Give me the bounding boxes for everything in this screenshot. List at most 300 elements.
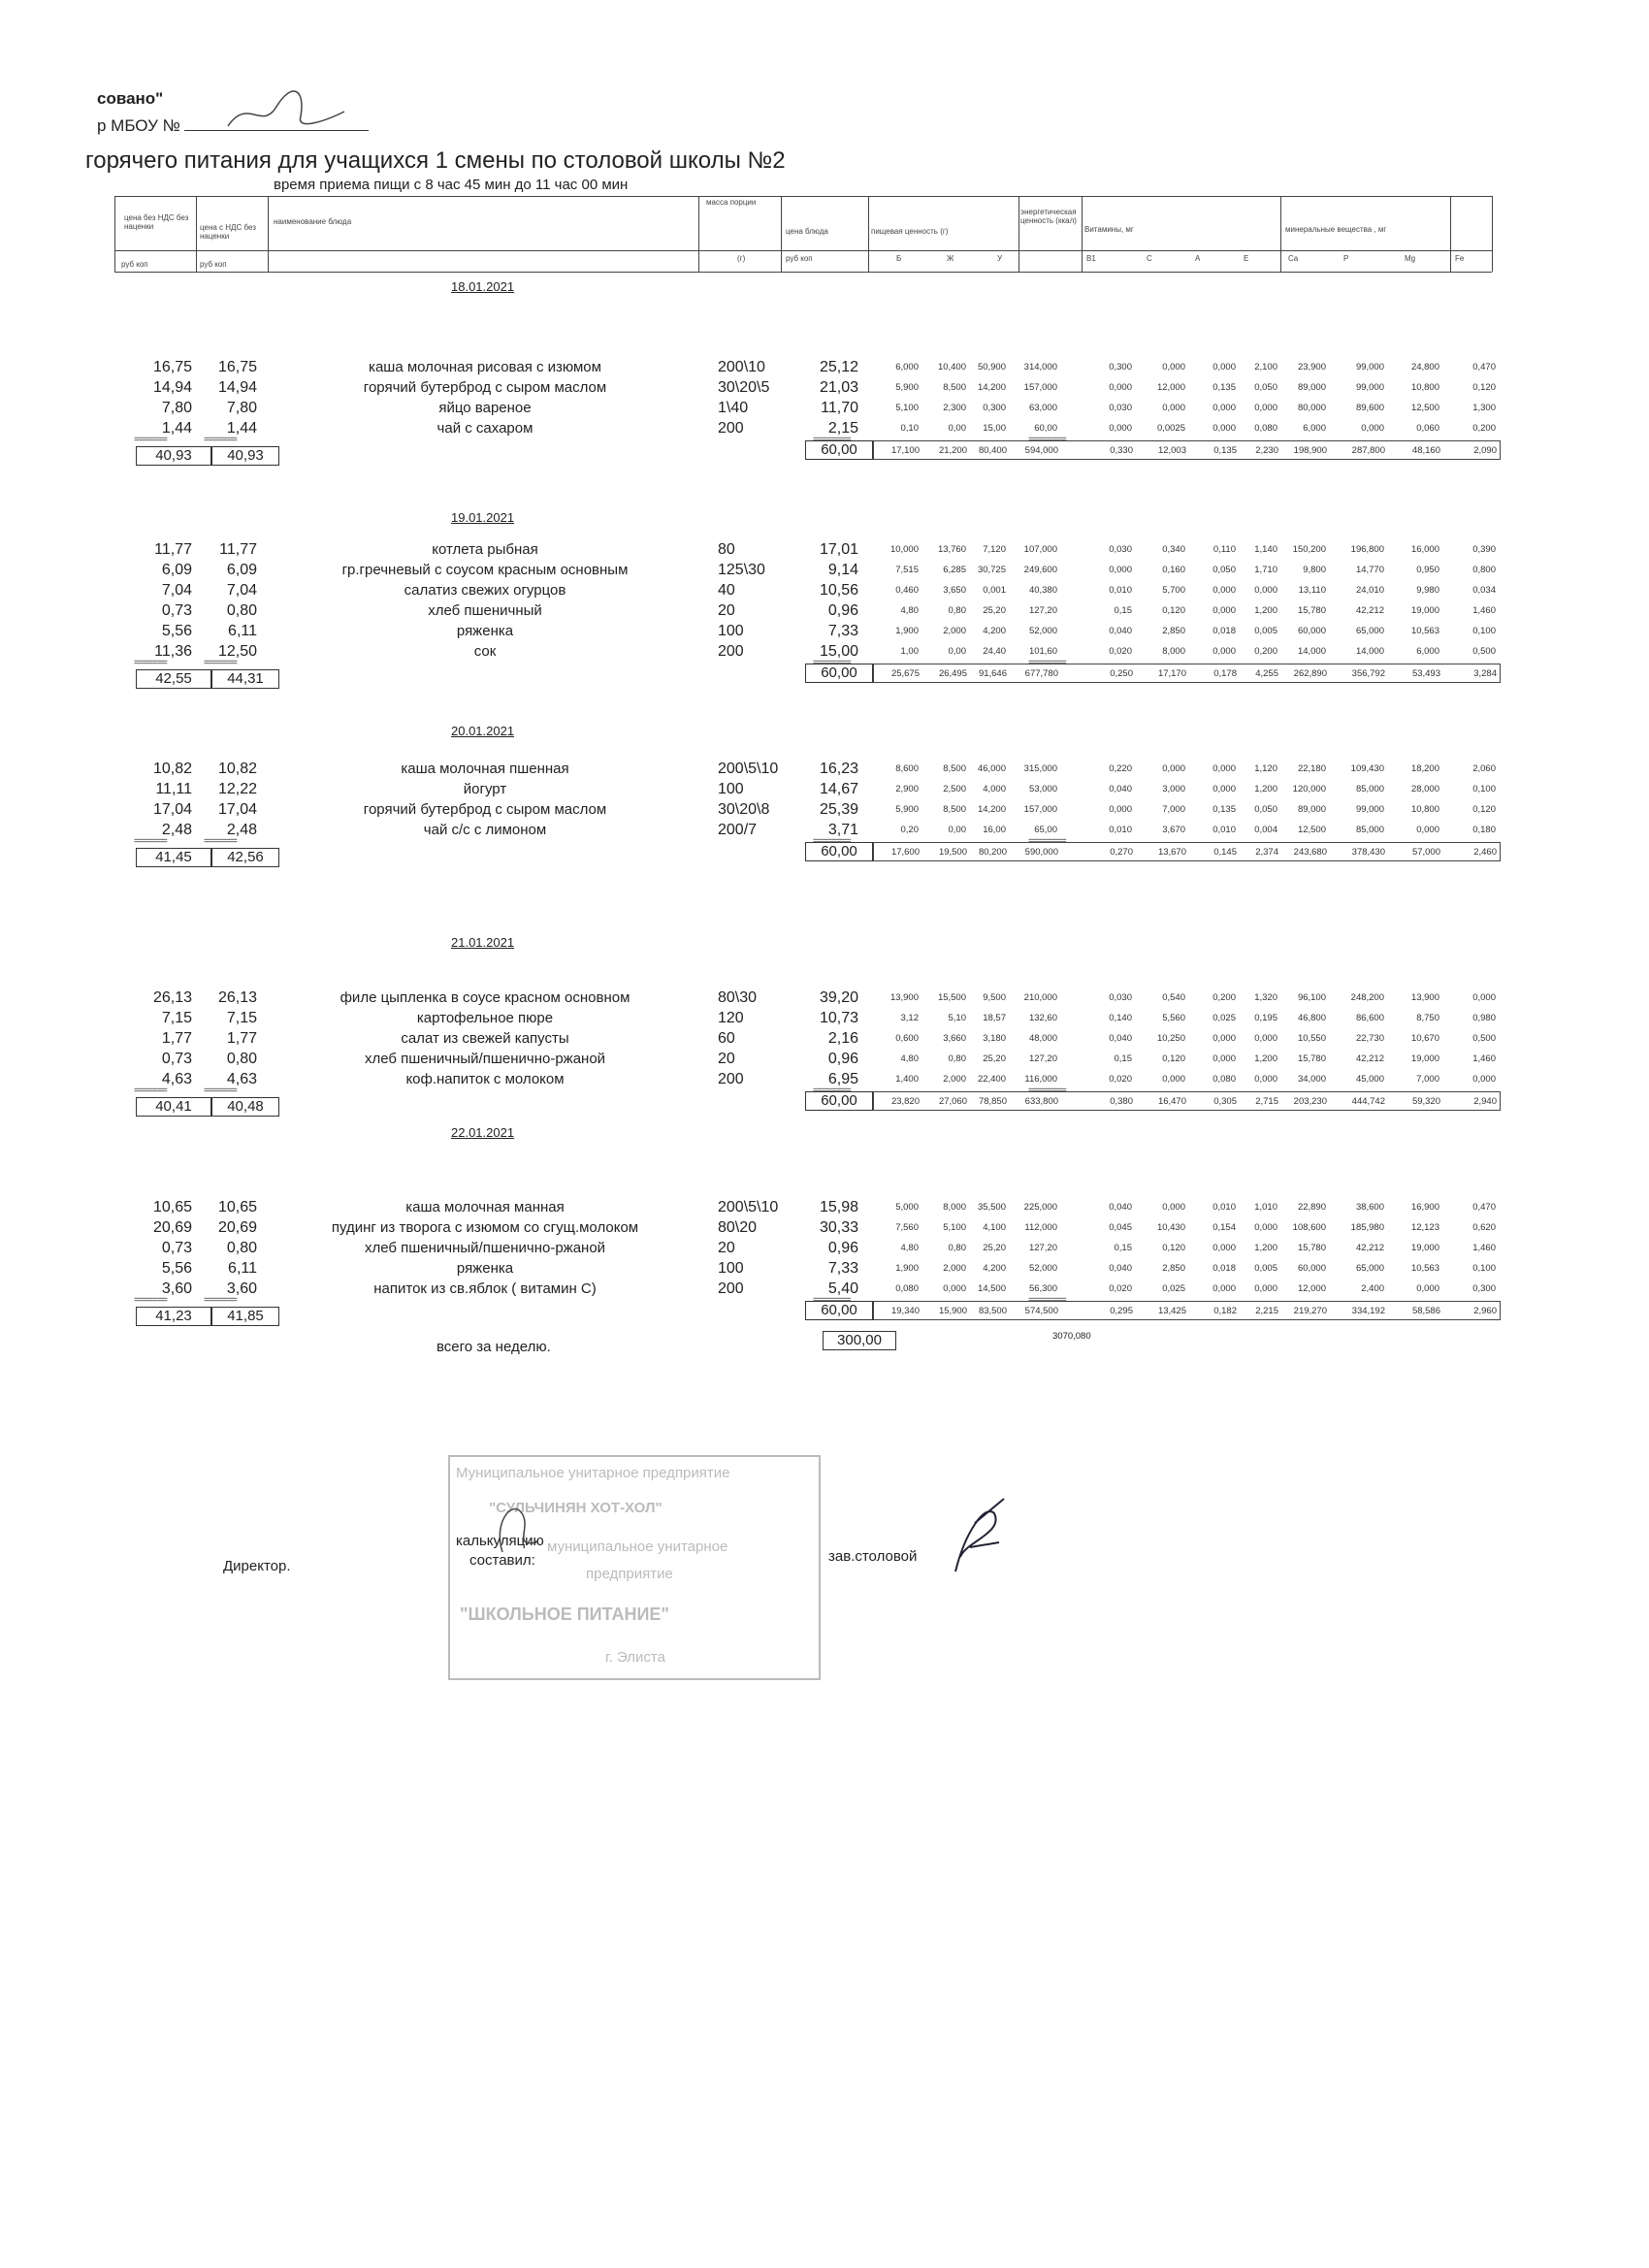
- nutrition-value: 6,000: [1303, 423, 1326, 434]
- nutrition-value: 0,100: [1472, 626, 1496, 636]
- nutrition-value: 0,040: [1109, 1033, 1132, 1044]
- dish-price: 3,71: [827, 822, 858, 838]
- stamp-line-3: муниципальное унитарное: [547, 1539, 728, 1555]
- nutrition-value: 5,900: [895, 382, 919, 393]
- menu-item-row: [0, 1240, 1649, 1259]
- nutrition-value: 12,000: [1156, 382, 1185, 393]
- nutrition-value: 0,000: [1109, 423, 1132, 434]
- nutrition-value: 7,120: [983, 544, 1006, 555]
- price-with-vat: 16,75: [217, 359, 257, 375]
- price-no-vat: 10,82: [152, 761, 192, 777]
- nutrition-value: 7,560: [895, 1222, 919, 1233]
- price-no-vat: 26,13: [152, 989, 192, 1006]
- menu-item-row: [0, 602, 1649, 622]
- portion-mass: 200: [718, 1071, 744, 1087]
- nutrition-total: 2,090: [1473, 445, 1497, 456]
- nutrition-total: 633,800: [1024, 1096, 1058, 1107]
- nutrition-value: 18,200: [1410, 763, 1439, 774]
- day-total-vat: 41,85: [211, 1307, 279, 1326]
- dish-name: чай с/с с лимоном: [423, 822, 547, 838]
- price-no-vat: 5,56: [161, 623, 192, 639]
- portion-mass: 200: [718, 1280, 744, 1297]
- nutrition-value: 14,770: [1355, 565, 1384, 575]
- price-no-vat: 0,73: [161, 602, 192, 619]
- nutrition-value: 4,80: [900, 1053, 919, 1064]
- nutrition-value: 314,000: [1023, 362, 1057, 373]
- dish-price: 16,23: [819, 761, 858, 777]
- separator: ========: [1028, 1085, 1066, 1096]
- nutrition-value: 13,760: [937, 544, 966, 555]
- nutrition-total: 2,960: [1473, 1306, 1497, 1316]
- portion-mass: 80\20: [718, 1219, 758, 1236]
- nutrition-value: 4,200: [983, 1263, 1006, 1274]
- nutrition-value: 1,710: [1254, 565, 1277, 575]
- nutrition-value: 0,340: [1162, 544, 1185, 555]
- day-total-no-vat: 41,23: [136, 1307, 211, 1326]
- nutrition-value: 0,120: [1162, 1053, 1185, 1064]
- dish-name: хлеб пшеничный/пшенично-ржаной: [364, 1051, 606, 1067]
- nutrition-total: 0,135: [1213, 445, 1237, 456]
- separator: =======: [134, 1295, 167, 1306]
- stamp-line-2: "СУЛЬЧИНЯН ХОТ-ХОЛ": [489, 1500, 663, 1516]
- nutrition-value: 13,900: [889, 992, 919, 1003]
- price-no-vat: 5,56: [161, 1260, 192, 1277]
- nutrition-value: 0,0025: [1156, 423, 1185, 434]
- nutrition-value: 0,010: [1109, 585, 1132, 596]
- nutrition-value: 157,000: [1023, 382, 1057, 393]
- nutrition-value: 0,00: [948, 423, 966, 434]
- menu-item-row: [0, 541, 1649, 561]
- nutrition-total: 2,715: [1255, 1096, 1278, 1107]
- nutrition-total: 4,255: [1255, 668, 1278, 679]
- nutrition-total: 203,230: [1293, 1096, 1327, 1107]
- nutrition-value: 1,120: [1254, 763, 1277, 774]
- nutrition-value: 0,025: [1212, 1013, 1236, 1023]
- nutrition-value: 3,670: [1162, 825, 1185, 835]
- nutrition-value: 5,000: [895, 1202, 919, 1213]
- nutrition-value: 0,120: [1162, 1243, 1185, 1253]
- price-with-vat: 17,04: [217, 801, 257, 818]
- nutrition-value: 0,000: [1162, 403, 1185, 413]
- nutrition-value: 0,160: [1162, 565, 1185, 575]
- separator: ========: [1028, 836, 1066, 847]
- nutrition-value: 23,900: [1297, 362, 1326, 373]
- nutrition-value: 3,650: [943, 585, 966, 596]
- nutrition-value: 46,800: [1297, 1013, 1326, 1023]
- calc-label-1: калькуляцию: [456, 1533, 544, 1549]
- dish-price: 17,01: [819, 541, 858, 558]
- nutrition-value: 0,200: [1472, 423, 1496, 434]
- dish-price: 11,70: [821, 400, 858, 416]
- nutrition-value: 35,500: [977, 1202, 1006, 1213]
- nutrition-value: 25,20: [983, 1053, 1006, 1064]
- dish-name: коф.напиток с молоком: [405, 1071, 565, 1087]
- nutrition-value: 7,000: [1416, 1074, 1439, 1085]
- nutrition-value: 10,000: [889, 544, 919, 555]
- nutrition-value: 1,400: [895, 1074, 919, 1085]
- nutrition-value: 0,000: [1416, 1283, 1439, 1294]
- day-date: 20.01.2021: [451, 724, 515, 738]
- separator: ========: [1028, 658, 1066, 668]
- nutrition-value: 10,800: [1410, 804, 1439, 815]
- nutrition-value: 2,100: [1254, 362, 1277, 373]
- portion-mass: 100: [718, 623, 744, 639]
- signature-icon: [218, 78, 354, 136]
- nutrition-total: 594,000: [1024, 445, 1058, 456]
- approval-line2: р МБОУ №: [97, 116, 180, 135]
- nutrition-value: 9,980: [1416, 585, 1439, 596]
- nutrition-value: 85,000: [1355, 784, 1384, 794]
- nutrition-value: 0,540: [1162, 992, 1185, 1003]
- nutrition-total: 21,200: [938, 445, 967, 456]
- separator: ========: [1028, 435, 1066, 445]
- nutrition-total: 243,680: [1293, 847, 1327, 858]
- nutrition-value: 45,000: [1355, 1074, 1384, 1085]
- price-with-vat: 6,11: [228, 623, 257, 639]
- nutrition-value: 6,285: [943, 565, 966, 575]
- price-no-vat: 11,77: [154, 541, 192, 558]
- nutrition-value: 15,780: [1297, 1053, 1326, 1064]
- dish-name: картофельное пюре: [416, 1010, 554, 1026]
- nutrition-value: 0,000: [1212, 1033, 1236, 1044]
- dish-name: каша молочная манная: [405, 1199, 565, 1215]
- nutrition-value: 25,20: [983, 1243, 1006, 1253]
- nutrition-value: 25,20: [983, 605, 1006, 616]
- nutrition-value: 22,400: [977, 1074, 1006, 1085]
- nutrition-value: 0,15: [1114, 605, 1132, 616]
- nutrition-value: 0,980: [1472, 1013, 1496, 1023]
- price-no-vat: 11,11: [155, 781, 192, 797]
- price-with-vat: 3,60: [226, 1280, 257, 1297]
- unit-rub2: руб коп: [200, 260, 227, 269]
- nutrition-total: 53,493: [1411, 668, 1440, 679]
- nutrition-value: 0,120: [1162, 605, 1185, 616]
- menu-item-row: [0, 1219, 1649, 1239]
- nutrition-value: 0,004: [1254, 825, 1277, 835]
- nutrition-value: 0,460: [895, 585, 919, 596]
- nutrition-value: 0,80: [948, 605, 966, 616]
- nutrition-value: 0,025: [1162, 1283, 1185, 1294]
- nutrition-value: 101,60: [1028, 646, 1057, 657]
- menu-item-row: [0, 1030, 1649, 1050]
- nutrition-value: 0,195: [1254, 1013, 1277, 1023]
- menu-item-row: [0, 379, 1649, 399]
- nutrition-value: 13,900: [1410, 992, 1439, 1003]
- price-no-vat: 0,73: [161, 1051, 192, 1067]
- price-no-vat: 1,44: [161, 420, 192, 437]
- director-label: Директор.: [223, 1558, 291, 1574]
- nutrition-value: 16,00: [983, 825, 1006, 835]
- nutrition-value: 15,00: [983, 423, 1006, 434]
- dish-name: хлеб пшеничный/пшенично-ржаной: [364, 1240, 606, 1256]
- nutrition-value: 99,000: [1355, 804, 1384, 815]
- nutrition-value: 60,000: [1297, 1263, 1326, 1274]
- price-no-vat: 2,48: [161, 822, 192, 838]
- nutrition-total: 25,675: [890, 668, 920, 679]
- nutrition-value: 0,100: [1472, 1263, 1496, 1274]
- nutrition-value: 0,000: [1212, 362, 1236, 373]
- nutrition-value: 0,000: [1254, 1283, 1277, 1294]
- portion-mass: 20: [718, 1240, 735, 1256]
- nutrition-value: 0,000: [1254, 403, 1277, 413]
- nutrition-total: 17,600: [890, 847, 920, 858]
- nutrition-total: 2,374: [1255, 847, 1278, 858]
- stamp-line-1: Муниципальное унитарное предприятие: [456, 1465, 730, 1481]
- nutrition-value: 0,00: [948, 825, 966, 835]
- separator: ========: [813, 435, 851, 445]
- nutrition-value: 225,000: [1023, 1202, 1057, 1213]
- separator: =======: [204, 435, 237, 445]
- portion-mass: 100: [718, 781, 744, 797]
- nutrition-value: 19,000: [1410, 1243, 1439, 1253]
- nutrition-total: 80,200: [978, 847, 1007, 858]
- nutrition-value: 0,950: [1416, 565, 1439, 575]
- nutrition-value: 0,000: [1254, 1074, 1277, 1085]
- stamp-line-6: г. Элиста: [605, 1649, 665, 1666]
- nutrition-value: 89,000: [1297, 382, 1326, 393]
- dish-name: чай с сахаром: [436, 420, 534, 437]
- nutrition-value: 0,00: [948, 646, 966, 657]
- price-no-vat: 7,15: [161, 1010, 192, 1026]
- nutrition-value: 1,200: [1254, 1243, 1277, 1253]
- menu-item-row: [0, 761, 1649, 780]
- nutrition-value: 0,001: [983, 585, 1006, 596]
- nutrition-value: 10,430: [1156, 1222, 1185, 1233]
- nutrition-total: 356,792: [1351, 668, 1385, 679]
- nutrition-value: 8,500: [943, 382, 966, 393]
- portion-mass: 200\5\10: [718, 761, 779, 777]
- nutrition-value: 4,80: [900, 1243, 919, 1253]
- nutrition-value: 0,030: [1109, 403, 1132, 413]
- nutrition-value: 0,000: [1472, 1074, 1496, 1085]
- nutrition-total: 2,460: [1473, 847, 1497, 858]
- nutrition-value: 0,005: [1254, 1263, 1277, 1274]
- price-with-vat: 7,04: [226, 582, 257, 599]
- nutrition-value: 185,980: [1350, 1222, 1384, 1233]
- nutrition-total: 19,340: [890, 1306, 920, 1316]
- nutrition-value: 108,600: [1292, 1222, 1326, 1233]
- nutrition-value: 18,57: [983, 1013, 1006, 1023]
- nutrition-value: 0,000: [943, 1283, 966, 1294]
- dish-name: ряженка: [456, 1260, 514, 1277]
- nutrition-value: 14,200: [977, 382, 1006, 393]
- col-price-no-vat: цена без НДС без наценки: [124, 213, 189, 231]
- nutrition-value: 1,300: [1472, 403, 1496, 413]
- nutrition-value: 10,563: [1410, 1263, 1439, 1274]
- day-nutrition-totals: [873, 1301, 1501, 1320]
- col-c: C: [1147, 254, 1152, 263]
- menu-item-row: [0, 359, 1649, 378]
- nutrition-value: 0,200: [1212, 992, 1236, 1003]
- nutrition-value: 249,600: [1023, 565, 1057, 575]
- day-total-vat: 40,48: [211, 1097, 279, 1117]
- nutrition-value: 85,000: [1355, 825, 1384, 835]
- separator: ========: [813, 1085, 851, 1096]
- nutrition-value: 0,000: [1416, 825, 1439, 835]
- day-nutrition-totals: [873, 842, 1501, 861]
- nutrition-value: 0,050: [1254, 382, 1277, 393]
- nutrition-value: 1,200: [1254, 1053, 1277, 1064]
- nutrition-value: 42,212: [1355, 1243, 1384, 1253]
- nutrition-value: 1,140: [1254, 544, 1277, 555]
- nutrition-value: 7,515: [895, 565, 919, 575]
- nutrition-value: 0,000: [1212, 646, 1236, 657]
- nutrition-value: 14,200: [977, 804, 1006, 815]
- nutrition-value: 0,018: [1212, 626, 1236, 636]
- nutrition-total: 2,215: [1255, 1306, 1278, 1316]
- nutrition-total: 26,495: [938, 668, 967, 679]
- nutrition-value: 12,500: [1410, 403, 1439, 413]
- nutrition-value: 0,030: [1109, 544, 1132, 555]
- dish-name: котлета рыбная: [432, 541, 538, 558]
- nutrition-value: 3,000: [1162, 784, 1185, 794]
- nutrition-value: 2,060: [1472, 763, 1496, 774]
- nutrition-value: 0,018: [1212, 1263, 1236, 1274]
- nutrition-value: 15,500: [937, 992, 966, 1003]
- nutrition-value: 0,500: [1472, 646, 1496, 657]
- nutrition-value: 0,080: [1254, 423, 1277, 434]
- nutrition-value: 0,135: [1212, 804, 1236, 815]
- nutrition-total: 17,100: [890, 445, 920, 456]
- nutrition-total: 59,320: [1411, 1096, 1440, 1107]
- nutrition-total: 2,230: [1255, 445, 1278, 456]
- dish-price: 0,96: [827, 602, 858, 619]
- dish-price: 2,15: [827, 420, 858, 437]
- day-total-vat: 44,31: [211, 669, 279, 689]
- nutrition-total: 13,425: [1157, 1306, 1186, 1316]
- nutrition-value: 65,000: [1355, 1263, 1384, 1274]
- nutrition-value: 56,300: [1028, 1283, 1057, 1294]
- dish-name: напиток из св.яблок ( витамин С): [373, 1280, 597, 1297]
- nutrition-total: 0,380: [1110, 1096, 1133, 1107]
- day-nutrition-totals: [873, 440, 1501, 460]
- price-with-vat: 2,48: [226, 822, 257, 838]
- nutrition-value: 8,500: [943, 763, 966, 774]
- price-no-vat: 17,04: [152, 801, 192, 818]
- nutrition-value: 127,20: [1028, 1053, 1057, 1064]
- nutrition-value: 0,080: [895, 1283, 919, 1294]
- nutrition-value: 248,200: [1350, 992, 1384, 1003]
- nutrition-value: 3,180: [983, 1033, 1006, 1044]
- nutrition-value: 10,550: [1297, 1033, 1326, 1044]
- nutrition-total: 0,182: [1213, 1306, 1237, 1316]
- nutrition-value: 0,800: [1472, 565, 1496, 575]
- nutrition-value: 2,850: [1162, 626, 1185, 636]
- nutrition-value: 34,000: [1297, 1074, 1326, 1085]
- nutrition-value: 2,400: [1361, 1283, 1384, 1294]
- nutrition-total: 58,586: [1411, 1306, 1440, 1316]
- dish-name: горячий бутерброд с сыром маслом: [363, 379, 607, 396]
- stamp-line-4: предприятие: [586, 1566, 673, 1582]
- nutrition-value: 0,80: [948, 1053, 966, 1064]
- col-carbs: У: [997, 254, 1003, 263]
- nutrition-value: 120,000: [1292, 784, 1326, 794]
- col-dish-price: цена блюда: [786, 227, 828, 236]
- nutrition-value: 22,180: [1297, 763, 1326, 774]
- nutrition-value: 10,800: [1410, 382, 1439, 393]
- nutrition-value: 5,10: [948, 1013, 966, 1023]
- nutrition-value: 0,040: [1109, 1263, 1132, 1274]
- nutrition-value: 0,15: [1114, 1243, 1132, 1253]
- price-with-vat: 26,13: [217, 989, 257, 1006]
- nutrition-value: 0,020: [1109, 646, 1132, 657]
- nutrition-value: 0,300: [1472, 1283, 1496, 1294]
- nutrition-value: 22,890: [1297, 1202, 1326, 1213]
- separator: ========: [813, 836, 851, 847]
- nutrition-value: 8,500: [943, 804, 966, 815]
- nutrition-value: 52,000: [1028, 626, 1057, 636]
- nutrition-value: 0,010: [1212, 825, 1236, 835]
- nutrition-total: 16,470: [1157, 1096, 1186, 1107]
- nutrition-value: 0,000: [1212, 423, 1236, 434]
- price-no-vat: 3,60: [161, 1280, 192, 1297]
- nutrition-value: 1,200: [1254, 784, 1277, 794]
- nutrition-value: 109,430: [1350, 763, 1384, 774]
- week-total-energy: 3070,080: [1052, 1331, 1091, 1342]
- nutrition-value: 96,100: [1297, 992, 1326, 1003]
- nutrition-value: 0,000: [1254, 1033, 1277, 1044]
- nutrition-total: 0,330: [1110, 445, 1133, 456]
- nutrition-value: 0,000: [1254, 585, 1277, 596]
- dish-name: йогурт: [463, 781, 507, 797]
- price-with-vat: 20,69: [217, 1219, 257, 1236]
- nutrition-value: 53,000: [1028, 784, 1057, 794]
- nutrition-value: 1,200: [1254, 605, 1277, 616]
- separator: =======: [204, 1295, 237, 1306]
- nutrition-value: 157,000: [1023, 804, 1057, 815]
- nutrition-value: 80,000: [1297, 403, 1326, 413]
- portion-mass: 20: [718, 1051, 735, 1067]
- col-protein: Б: [896, 254, 902, 263]
- nutrition-total: 80,400: [978, 445, 1007, 456]
- nutrition-value: 2,300: [943, 403, 966, 413]
- nutrition-value: 0,045: [1109, 1222, 1132, 1233]
- signature-icon: [483, 1494, 551, 1562]
- nutrition-value: 10,563: [1410, 626, 1439, 636]
- nutrition-value: 0,020: [1109, 1074, 1132, 1085]
- nutrition-value: 1,010: [1254, 1202, 1277, 1213]
- nutrition-value: 196,800: [1350, 544, 1384, 555]
- nutrition-value: 0,010: [1109, 825, 1132, 835]
- col-fe: Fe: [1455, 254, 1465, 263]
- nutrition-value: 6,000: [1416, 646, 1439, 657]
- menu-item-row: [0, 989, 1649, 1009]
- approval-label: сованo": [97, 89, 164, 108]
- nutrition-value: 1,00: [900, 646, 919, 657]
- nutrition-value: 0,20: [900, 825, 919, 835]
- separator: =======: [134, 435, 167, 445]
- menu-item-row: [0, 582, 1649, 601]
- day-total-no-vat: 40,93: [136, 446, 211, 466]
- nutrition-value: 0,80: [948, 1243, 966, 1253]
- nutrition-value: 30,725: [977, 565, 1006, 575]
- nutrition-value: 0,005: [1254, 626, 1277, 636]
- nutrition-total: 444,742: [1351, 1096, 1385, 1107]
- dish-price: 15,98: [819, 1199, 858, 1215]
- dish-price: 39,20: [819, 989, 858, 1006]
- nutrition-value: 1,460: [1472, 1053, 1496, 1064]
- col-minerals: минеральные вещества , мг: [1285, 225, 1387, 234]
- menu-item-row: [0, 623, 1649, 642]
- nutrition-value: 12,123: [1410, 1222, 1439, 1233]
- nutrition-value: 107,000: [1023, 544, 1057, 555]
- nutrition-value: 4,100: [983, 1222, 1006, 1233]
- dish-name: гр.гречневый с соусом красным основным: [341, 562, 629, 578]
- nutrition-value: 2,000: [943, 626, 966, 636]
- separator: ========: [813, 658, 851, 668]
- dish-price: 6,95: [827, 1071, 858, 1087]
- nutrition-value: 0,050: [1212, 565, 1236, 575]
